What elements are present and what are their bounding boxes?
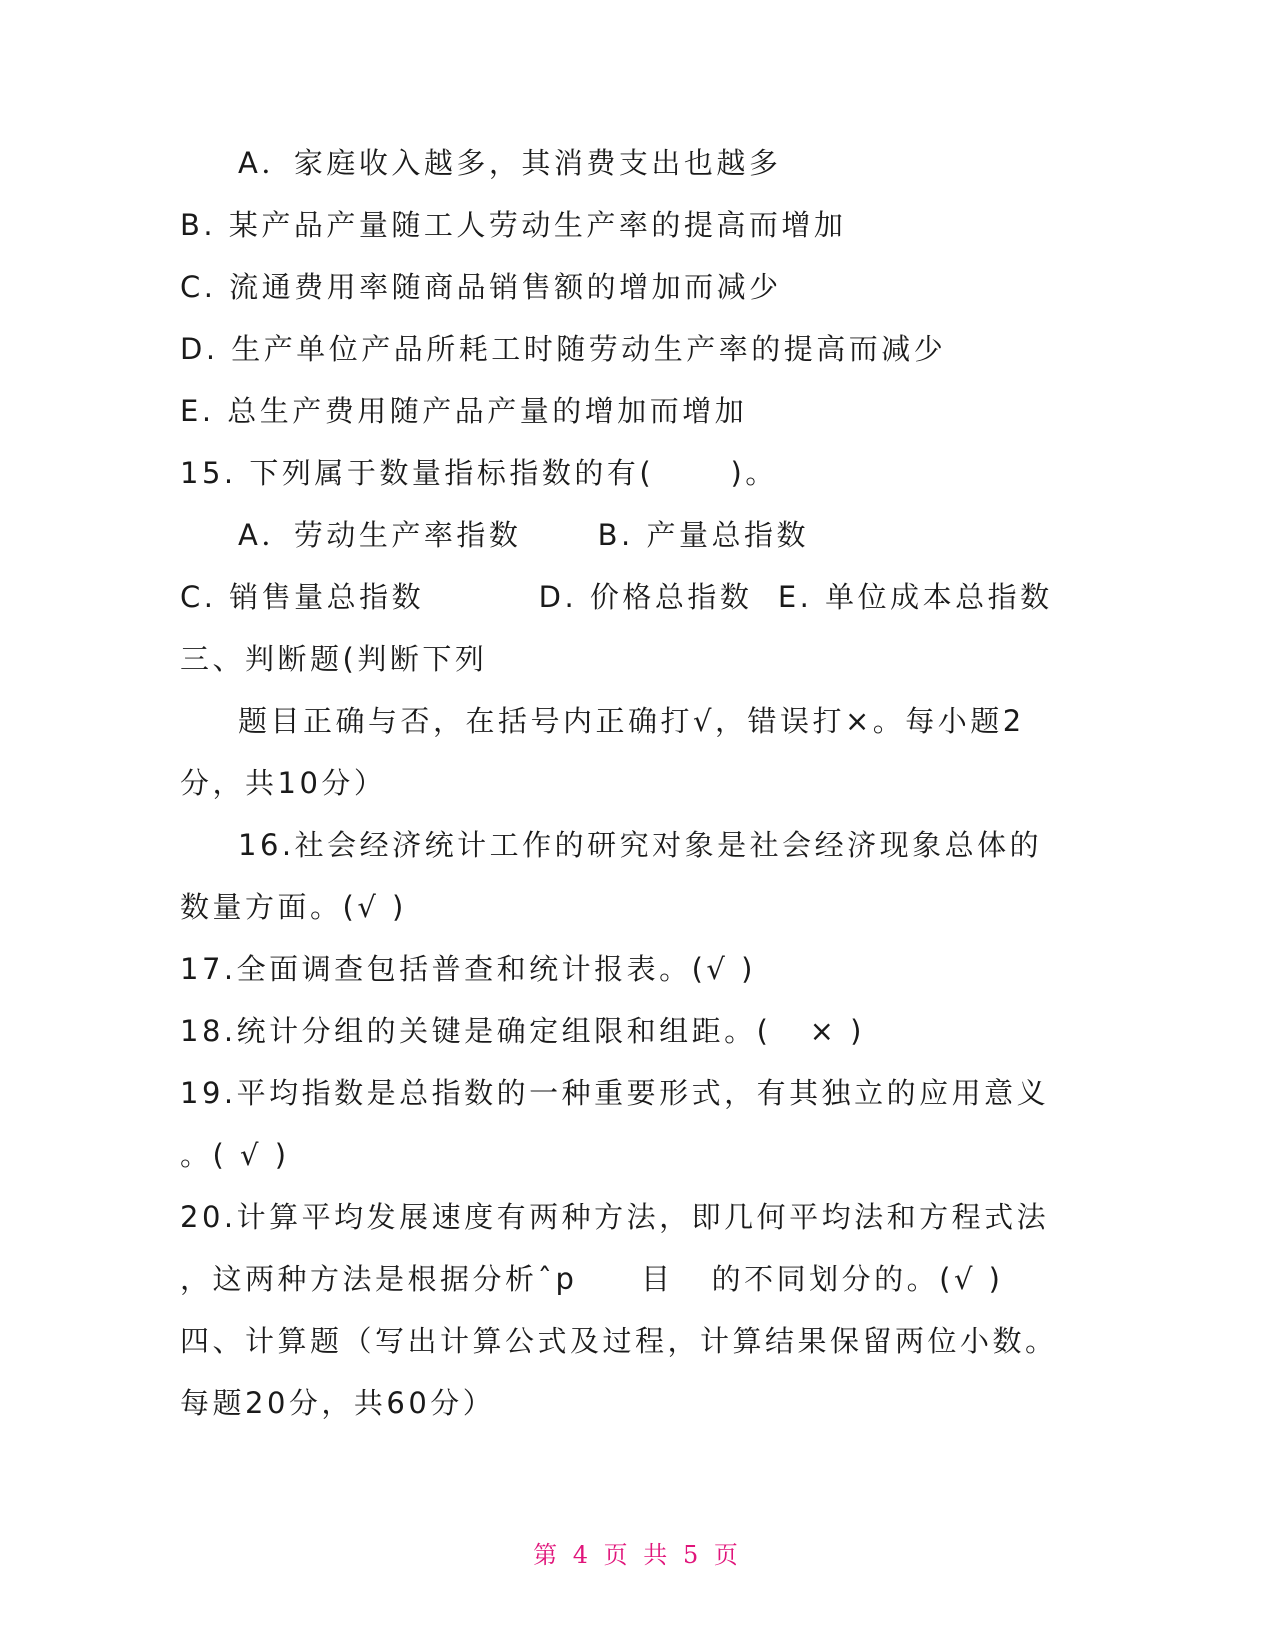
options-15-ab: A．劳动生产率指数 B. 产量总指数 [238,518,809,552]
option-14a: A．家庭收入越多，其消费支出也越多 [238,146,782,180]
section-4-score: 每题20分，共60分） [180,1386,496,1420]
option-14b: B. 某产品产量随工人劳动生产率的提高而增加 [180,208,847,242]
section-4-heading: 四、计算题（写出计算公式及过程，计算结果保留两位小数。 [180,1324,1058,1358]
section-3-heading: 三、判断题(判断下列 [180,642,488,676]
question-20: 20.计算平均发展速度有两种方法，即几何平均法和方程式法 [180,1200,1050,1234]
question-19-cont: 。( √ ) [180,1138,290,1172]
question-17: 17.全面调查包括普查和统计报表。(√ ) [180,952,756,986]
question-20-cont: ，这两种方法是根据分析ˆp 目 的不同划分的。(√ ) [180,1262,1004,1296]
option-14c: C. 流通费用率随商品销售额的增加而减少 [180,270,782,304]
section-3-instructions: 题目正确与否，在括号内正确打√，错误打×。每小题2 [238,704,1025,738]
section-3-score: 分，共10分） [180,766,387,800]
question-16: 16.社会经济统计工作的研究对象是社会经济现象总体的 [238,828,1043,862]
question-16-cont: 数量方面。(√ ) [180,890,407,924]
question-18: 18.统计分组的关键是确定组限和组距。( × ) [180,1014,865,1048]
option-14d: D. 生产单位产品所耗工时随劳动生产率的提高而减少 [180,332,947,366]
option-14e: E. 总生产费用随产品产量的增加而增加 [180,394,748,428]
page-number-footer: 第 4 页 共 5 页 [533,1541,742,1569]
question-19: 19.平均指数是总指数的一种重要形式，有其独立的应用意义 [180,1076,1050,1110]
options-15-cde: C. 销售量总指数 D. 价格总指数 E. 单位成本总指数 [180,580,1053,614]
question-15: 15. 下列属于数量指标指数的有( )。 [180,456,778,490]
